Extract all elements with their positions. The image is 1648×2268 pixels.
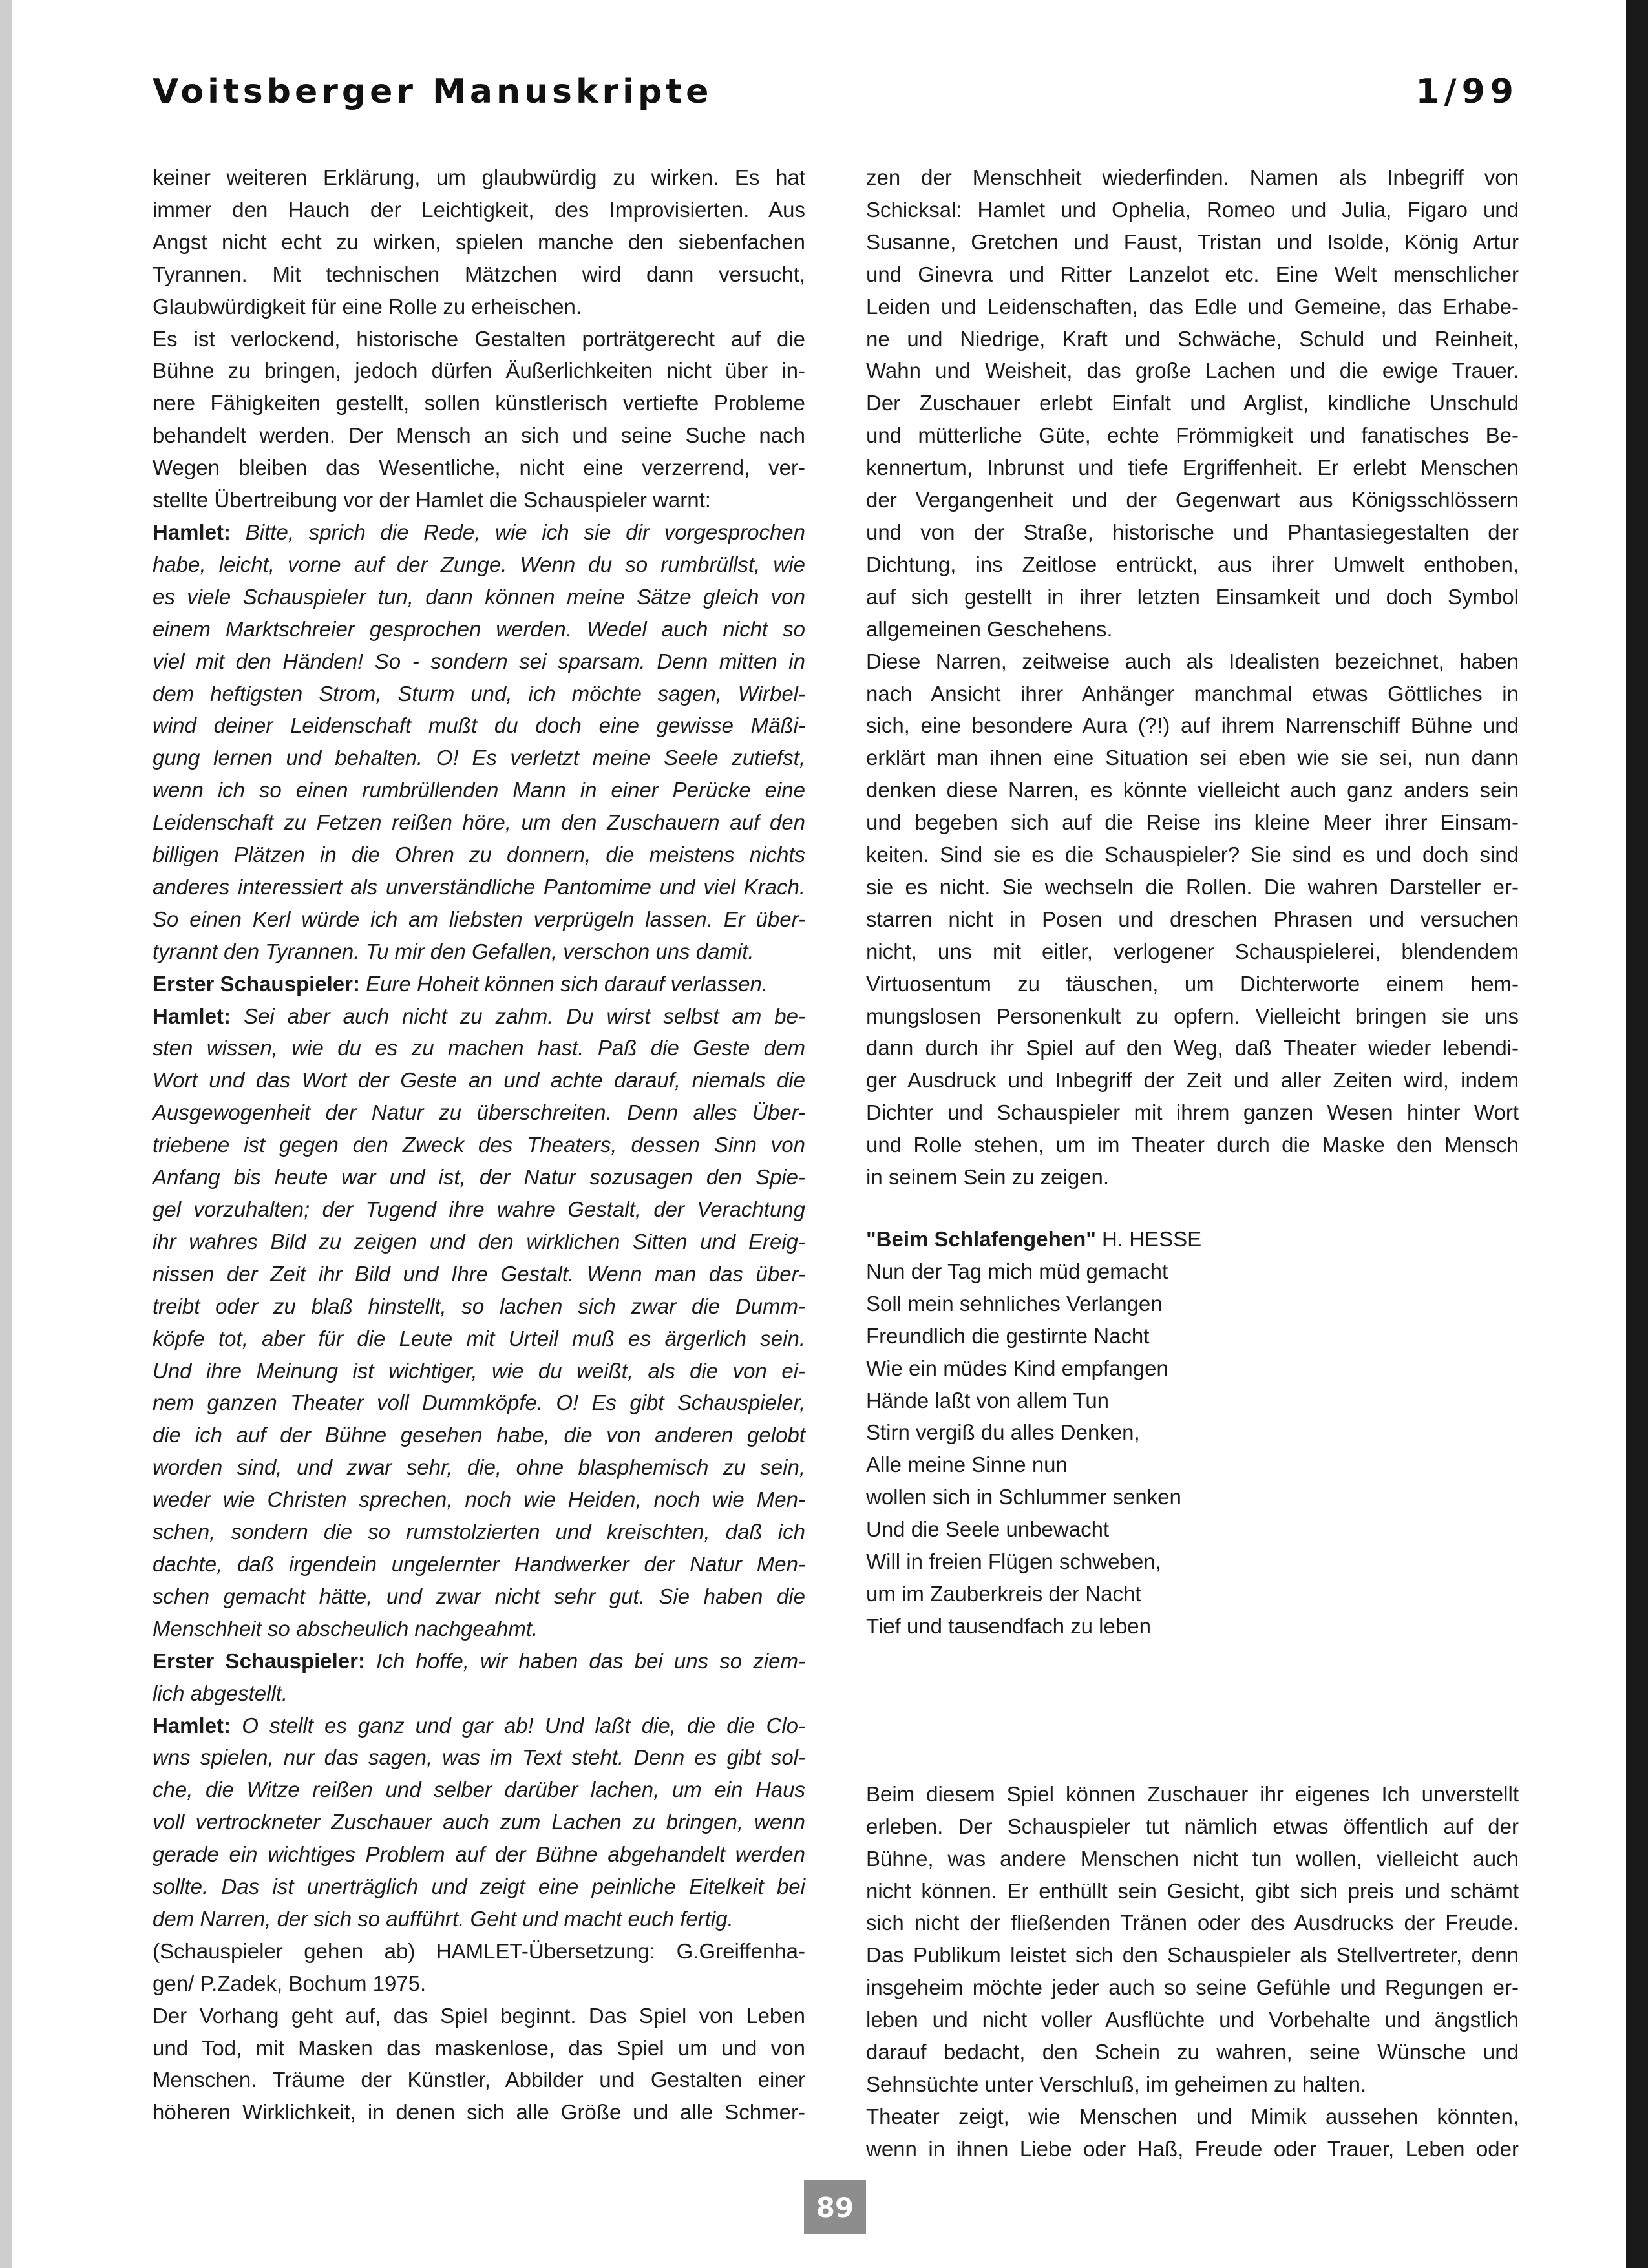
text-run: Eure Hoheit können sich darauf verlassen. xyxy=(359,971,768,996)
text-run: weder wie Christen sprechen, noch wie Heiden, noch wie Men- xyxy=(153,1487,805,1512)
text-line xyxy=(866,1449,1519,1481)
text-line xyxy=(866,1064,1519,1097)
text-line xyxy=(866,291,1519,323)
text-run: die ich auf der Bühne gesehen habe, die von anderen gelobt xyxy=(153,1423,805,1447)
text-run: dem Narren, der sich so aufführt. Geht und macht euch fertig. xyxy=(153,1906,734,1931)
text-run: nere Fähigkeiten gestellt, sollen künstlerisch vertiefte Probleme xyxy=(153,391,805,415)
text-run: höheren Wirklichkeit, in denen sich alle Größe und alle Schmer- xyxy=(153,2100,805,2125)
text-run: Ich hoffe, wir haben das bei uns so ziem- xyxy=(364,1648,805,1673)
text-line xyxy=(153,1097,805,1129)
text-line xyxy=(153,1161,805,1193)
text-line xyxy=(866,1255,1519,1288)
text-run: gen/ P.Zadek, Bochum 1975. xyxy=(153,1971,427,1995)
text-run: Sehnsüchte unter Verschluß, im geheimen zu halten. xyxy=(866,2072,1367,2096)
text-line xyxy=(153,742,805,774)
text-run: nach Ansicht ihrer Anhänger manchmal etwas Göttliches in xyxy=(866,681,1519,706)
text-line xyxy=(866,871,1519,903)
text-run: und Ginevra und Ritter Lanzelot etc. Eine Welt menschlicher xyxy=(866,262,1519,286)
text-run: zen der Menschheit wiederfinden. Namen als Inbegriff von xyxy=(866,165,1519,189)
text-line xyxy=(153,549,805,581)
text-run: Stirn vergiß du alles Denken, xyxy=(866,1420,1140,1445)
text-line xyxy=(153,1968,805,2000)
text-run: So einen Kerl würde ich am liebsten verprügeln lassen. Er über- xyxy=(153,907,805,931)
left-column xyxy=(153,162,805,2128)
text-line xyxy=(153,871,805,903)
text-run: Leidenschaft zu Fetzen reißen höre, um den Zuschauern auf den xyxy=(153,810,805,835)
text-run: dem heftigsten Strom, Sturm und, ich möchte sagen, Wirbel- xyxy=(153,681,805,706)
text-run: behandelt werden. Der Mensch an sich und seine Suche nach xyxy=(153,423,805,448)
text-run: (Schauspieler gehen ab) HAMLET-Übersetzung: G.Greiffenha- xyxy=(153,1938,805,1963)
text-run: und mütterliche Güte, echte Frömmigkeit und fanatisches Be- xyxy=(866,423,1519,448)
page-number: 89 xyxy=(804,2180,866,2234)
text-run: starren nicht in Posen und dreschen Phrasen und versuchen xyxy=(866,907,1519,931)
text-line xyxy=(866,1578,1519,1610)
text-line xyxy=(153,484,805,516)
text-line xyxy=(153,646,805,678)
text-run: Leiden und Leidenschaften, das Edle und Gemeine, das Erhabe- xyxy=(866,294,1519,319)
text-line xyxy=(866,484,1519,516)
text-line xyxy=(866,1161,1519,1193)
text-run: wenn ich so einen rumbrüllenden Mann in einer Perücke eine xyxy=(153,778,805,803)
text-run: Der Zuschauer erlebt Einfalt und Arglist, kindliche Unschuld xyxy=(866,391,1519,415)
text-run: che, die Witze reißen und selber darüber lachen, um ein Haus xyxy=(153,1778,805,1802)
text-run: mungslosen Personenkult zu opfern. Vielleicht bringen sie uns xyxy=(866,1003,1519,1028)
text-run: und begeben sich auf die Reise ins kleine Meer ihrer Einsam- xyxy=(866,810,1519,835)
text-line xyxy=(153,1451,805,1484)
text-run: ger Ausdruck und Inbegriff der Zeit und aller Zeiten wird, indem xyxy=(866,1068,1519,1093)
text-line xyxy=(153,774,805,806)
text-line xyxy=(866,1481,1519,1513)
text-line xyxy=(153,968,805,1000)
text-run: Das Publikum leistet sich den Schauspieler als Stellvertreter, denn xyxy=(866,1943,1519,1968)
text-run: ne und Niedrige, Kraft und Schwäche, Schuld und Reinheit, xyxy=(866,326,1519,351)
text-run: erklärt man ihnen eine Situation sei eben wie sie sei, nun dann xyxy=(866,746,1519,770)
text-run: schen gemacht hätte, und zwar nicht sehr gut. Sie haben die xyxy=(153,1584,805,1608)
text-run: Bühne, was andere Menschen nicht tun wollen, vielleicht auch xyxy=(866,1846,1519,1871)
text-run: nissen der Zeit ihr Bild und Ihre Gestalt. Wenn man das über- xyxy=(153,1261,805,1286)
text-line xyxy=(866,323,1519,355)
right-column xyxy=(866,162,1519,2165)
text-line xyxy=(153,806,805,839)
text-line xyxy=(153,1032,805,1064)
text-line xyxy=(153,355,805,387)
text-run: sie es nicht. Sie wechseln die Rollen. Die wahren Darsteller er- xyxy=(866,874,1519,899)
text-run: Ausgewogenheit der Natur zu überschreiten. Denn alles Über- xyxy=(153,1100,805,1125)
text-line xyxy=(153,581,805,613)
text-line xyxy=(866,2004,1519,2036)
text-run: köpfe tot, aber für die Leute mit Urteil muß es ärgerlich sein. xyxy=(153,1326,805,1350)
text-line xyxy=(153,1710,805,1742)
text-run: Freundlich die gestirnte Nacht xyxy=(866,1323,1150,1348)
text-line xyxy=(866,646,1519,678)
text-run: Menschen. Träume der Künstler, Abbilder und Gestalten einer xyxy=(153,2068,805,2092)
text-run: O stellt es ganz und gar ab! Und laßt die, die die Clo- xyxy=(231,1713,805,1738)
speaker-label: Erster Schauspieler: xyxy=(153,971,360,996)
text-run: triebene ist gegen den Zweck des Theaters, dessen Sinn von xyxy=(153,1133,805,1157)
text-run: stellte Übertreibung vor der Hamlet die Schauspieler warnt: xyxy=(153,488,711,512)
scan-right-edge xyxy=(1626,0,1648,2268)
text-run: in seinem Sein zu zeigen. xyxy=(866,1165,1110,1190)
text-line xyxy=(153,2032,805,2064)
text-line xyxy=(866,1320,1519,1352)
text-run: Hände laßt von allem Tun xyxy=(866,1388,1110,1412)
text-line xyxy=(153,1516,805,1548)
text-run: nicht können. Er enthüllt sein Gesicht, gibt sich preis und schämt xyxy=(866,1878,1519,1903)
paragraph-gap xyxy=(866,1193,1519,1223)
text-run: wind deiner Leidenschaft mußt du doch eine gewisse Mäßi- xyxy=(153,713,805,738)
text-line xyxy=(153,226,805,258)
text-line xyxy=(153,903,805,936)
text-run: Will in freien Flügen schweben, xyxy=(866,1549,1161,1574)
text-line xyxy=(153,162,805,194)
text-line xyxy=(153,1645,805,1677)
text-line xyxy=(153,2064,805,2096)
text-run: und Rolle stehen, um im Theater durch die Maske den Mensch xyxy=(866,1133,1519,1157)
text-run: Angst nicht echt zu wirken, spielen manche den siebenfachen xyxy=(153,229,805,254)
text-run: erleben. Der Schauspieler tut nämlich etwas öffentlich auf der xyxy=(866,1814,1519,1838)
text-run: habe, leicht, vorne auf der Zunge. Wenn du so rumbrüllst, wie xyxy=(153,552,805,576)
text-line xyxy=(866,968,1519,1000)
text-line xyxy=(153,1548,805,1580)
text-run: tyrannt den Tyrannen. Tu mir den Gefallen, verschon uns damit. xyxy=(153,939,754,963)
text-run: einem Marktschreier gesprochen werden. Wedel auch nicht so xyxy=(153,616,805,641)
text-run: es viele Schauspieler tun, dann können meine Sätze gleich von xyxy=(153,584,805,609)
text-run: Diese Narren, zeitweise auch als Idealisten bezeichnet, haben xyxy=(866,649,1519,673)
text-line xyxy=(153,1871,805,1903)
text-line xyxy=(866,2068,1519,2101)
text-run: lich abgestellt. xyxy=(153,1681,288,1705)
text-run: Tief und tausendfach zu leben xyxy=(866,1613,1151,1638)
text-run: denken diese Narren, es könnte vielleicht auch ganz anders sein xyxy=(866,778,1519,803)
text-run: Schicksal: Hamlet und Ophelia, Romeo und Julia, Figaro und xyxy=(866,197,1519,222)
text-run: leben und nicht voller Ausflüchte und Vorbehalte und ängstlich xyxy=(866,2008,1519,2032)
text-line xyxy=(153,1484,805,1516)
text-line xyxy=(866,709,1519,742)
text-run: Wahn und Weisheit, das große Lachen und die ewige Trauer. xyxy=(866,359,1519,383)
text-line xyxy=(153,1419,805,1451)
text-line xyxy=(153,323,805,355)
text-run: wns spielen, nur das sagen, was im Text steht. Denn es gibt sol- xyxy=(153,1745,805,1770)
text-run: Virtuosentum zu täuschen, um Dichterworte einem hem- xyxy=(866,971,1519,996)
text-line xyxy=(866,516,1519,549)
text-run: Wie ein müdes Kind empfangen xyxy=(866,1356,1168,1380)
scan-left-edge xyxy=(0,0,12,2268)
text-run: Alle meine Sinne nun xyxy=(866,1453,1068,1477)
text-line xyxy=(866,1811,1519,1843)
text-line xyxy=(866,1352,1519,1385)
text-line xyxy=(153,194,805,226)
text-line xyxy=(866,387,1519,419)
text-line xyxy=(153,1774,805,1806)
text-line xyxy=(153,936,805,968)
text-run: Dichter und Schauspieler mit ihrem ganzen Wesen hinter Wort xyxy=(866,1100,1519,1125)
text-line xyxy=(153,387,805,419)
text-run: schen, sondern die so rumstolzierten und kreischten, daß ich xyxy=(153,1520,805,1544)
text-run: nicht, uns mit eitler, verlogener Schauspielerei, blendendem xyxy=(866,939,1519,963)
text-run: gung lernen und behalten. O! Es verletzt meine Seele zutiefst, xyxy=(153,746,805,770)
text-run: keiner weiteren Erklärung, um glaubwürdig zu wirken. Es hat xyxy=(153,165,805,189)
text-run: Susanne, Gretchen und Faust, Tristan und Isolde, König Artur xyxy=(866,229,1519,254)
text-run: der Vergangenheit und der Gegenwart aus Königsschlössern xyxy=(866,488,1519,512)
text-line xyxy=(866,1778,1519,1811)
text-run: viel mit den Händen! So - sondern sei sparsam. Denn mitten in xyxy=(153,649,805,673)
text-line xyxy=(153,1677,805,1710)
text-line xyxy=(866,1129,1519,1161)
text-line xyxy=(153,419,805,452)
text-run: um im Zauberkreis der Nacht xyxy=(866,1581,1141,1606)
text-line xyxy=(866,613,1519,646)
text-line xyxy=(153,1000,805,1033)
text-line xyxy=(866,1907,1519,1939)
text-line xyxy=(153,1903,805,1935)
text-run: Wort und das Wort der Geste an und achte darauf, niemals die xyxy=(153,1068,805,1093)
text-line xyxy=(866,2101,1519,2133)
text-line xyxy=(153,1129,805,1161)
text-run: sollte. Das ist unerträglich und zeigt eine peinliche Eitelkeit bei xyxy=(153,1874,805,1899)
text-line xyxy=(153,516,805,549)
text-line xyxy=(866,774,1519,806)
text-line xyxy=(153,839,805,871)
text-run: auf sich gestellt in ihrer letzten Einsamkeit und doch Symbol xyxy=(866,584,1519,609)
text-run: Dichtung, ins Zeitlose entrückt, aus ihrer Umwelt enthoben, xyxy=(866,552,1519,576)
text-run: Soll mein sehnliches Verlangen xyxy=(866,1291,1163,1316)
text-run: darauf bedacht, den Schein zu wahren, seine Wünsche und xyxy=(866,2040,1519,2064)
speaker-label: Hamlet: xyxy=(153,520,231,544)
text-line xyxy=(153,678,805,710)
text-line xyxy=(153,1613,805,1645)
text-line xyxy=(866,549,1519,581)
text-run: Menschheit so abscheulich nachgeahmt. xyxy=(153,1616,538,1641)
text-run: gerade ein wichtiges Problem auf der Bühne abgehandelt werden xyxy=(153,1842,805,1867)
text-line xyxy=(153,2000,805,2032)
journal-title: Voitsberger Manuskripte xyxy=(153,72,713,111)
text-line xyxy=(153,1323,805,1355)
text-line xyxy=(866,1843,1519,1875)
text-line xyxy=(153,1935,805,1968)
text-run: H. HESSE xyxy=(1095,1227,1202,1251)
text-line xyxy=(153,1193,805,1226)
text-run: wenn in ihnen Liebe oder Haß, Freude oder Trauer, Leben oder xyxy=(866,2136,1519,2161)
text-line xyxy=(866,226,1519,258)
text-line xyxy=(866,1000,1519,1033)
text-line xyxy=(153,613,805,646)
text-line xyxy=(866,355,1519,387)
speaker-label: "Beim Schlafengehen" xyxy=(866,1227,1096,1251)
text-line xyxy=(153,291,805,323)
text-run: dann durch ihr Spiel auf den Weg, daß Theater wieder lebendi- xyxy=(866,1036,1519,1060)
text-run: Und die Seele unbewacht xyxy=(866,1517,1110,1542)
text-line xyxy=(866,258,1519,291)
text-line xyxy=(153,2096,805,2128)
text-line xyxy=(866,1385,1519,1417)
text-line xyxy=(866,839,1519,871)
text-run: Tyrannen. Mit technischen Mätzchen wird dann versucht, xyxy=(153,262,805,286)
text-line xyxy=(866,1288,1519,1320)
text-line xyxy=(866,1032,1519,1064)
text-run: nem ganzen Theater voll Dummköpfe. O! Es gibt Schauspieler, xyxy=(153,1391,805,1415)
text-run: treibt oder zu blaß hinstellt, so lachen sich zwar die Dumm- xyxy=(153,1294,805,1318)
text-run: billigen Plätzen in die Ohren zu donnern, die meistens nichts xyxy=(153,843,805,867)
text-run: sich, eine besondere Aura (?!) auf ihrem Narrenschiff Bühne und xyxy=(866,713,1519,738)
text-run: Anfang bis heute war und ist, der Natur sozusagen den Spie- xyxy=(153,1165,805,1190)
text-run: anderes interessiert als unverständliche Pantomime und viel Krach. xyxy=(153,874,805,899)
issue-number: 1/99 xyxy=(1415,72,1519,111)
text-run: Und ihre Meinung ist wichtiger, wie du weißt, als die von ei- xyxy=(153,1358,805,1383)
text-line xyxy=(153,1290,805,1323)
text-line xyxy=(153,258,805,291)
text-line xyxy=(866,806,1519,839)
text-run: Nun der Tag mich müd gemacht xyxy=(866,1259,1168,1283)
text-line xyxy=(866,1610,1519,1643)
text-run: Sei aber auch nicht zu zahm. Du wirst selbst am be- xyxy=(231,1003,805,1028)
text-run: sich nicht der fließenden Tränen oder des Ausdrucks der Freude. xyxy=(866,1911,1519,1935)
text-line xyxy=(153,1387,805,1419)
text-line xyxy=(153,1741,805,1774)
text-line xyxy=(866,1546,1519,1578)
text-line xyxy=(866,1513,1519,1546)
text-line xyxy=(153,1580,805,1613)
text-line xyxy=(153,1806,805,1838)
text-run: Bühne zu bringen, jedoch dürfen Äußerlichkeiten nicht über in- xyxy=(153,359,805,383)
text-line xyxy=(153,1064,805,1097)
text-run: und Tod, mit Masken das maskenlose, das Spiel um und von xyxy=(153,2035,805,2060)
text-run: Theater zeigt, wie Menschen und Mimik aussehen könnten, xyxy=(866,2104,1519,2128)
text-line xyxy=(866,903,1519,936)
text-line xyxy=(866,2133,1519,2165)
text-line xyxy=(866,1875,1519,1907)
text-line xyxy=(866,1939,1519,1971)
text-run: kennertum, Inbrunst und tiefe Ergriffenheit. Er erlebt Menschen xyxy=(866,456,1519,480)
text-line xyxy=(153,1838,805,1871)
text-run: Bitte, sprich die Rede, wie ich sie dir vorgesprochen xyxy=(231,520,805,544)
text-run: dachte, daß irgendein ungelernter Handwerker der Natur Men- xyxy=(153,1551,805,1576)
text-line xyxy=(866,1971,1519,2004)
text-run: wollen sich in Schlummer senken xyxy=(866,1485,1181,1509)
text-line xyxy=(866,742,1519,774)
text-line xyxy=(153,1355,805,1387)
text-run: Wegen bleiben das Wesentliche, nicht eine verzerrend, ver- xyxy=(153,456,805,480)
text-run: worden sind, und zwar sehr, die, ohne blasphemisch zu sein, xyxy=(153,1455,805,1480)
text-run: Es ist verlockend, historische Gestalten porträtgerecht auf die xyxy=(153,326,805,351)
text-line xyxy=(866,162,1519,194)
text-run: Beim diesem Spiel können Zuschauer ihr eigenes Ich unverstellt xyxy=(866,1781,1519,1806)
text-run: insgeheim möchte jeder auch so seine Gefühle und Regungen er- xyxy=(866,1975,1519,2000)
text-line xyxy=(866,194,1519,226)
text-line xyxy=(866,1223,1519,1255)
text-run: sten wissen, wie du es zu machen hast. Paß die Geste dem xyxy=(153,1036,805,1060)
speaker-label: Erster Schauspieler: xyxy=(153,1648,365,1673)
text-line xyxy=(866,419,1519,452)
text-run: und von der Straße, historische und Phantasiegestalten der xyxy=(866,520,1519,544)
text-line xyxy=(153,1226,805,1258)
text-line xyxy=(153,709,805,742)
text-line xyxy=(866,1097,1519,1129)
paragraph-gap xyxy=(866,1643,1519,1778)
text-run: allgemeinen Geschehens. xyxy=(866,616,1113,641)
text-line xyxy=(866,581,1519,613)
text-run: voll vertrockneter Zuschauer auch zum Lachen zu bringen, wenn xyxy=(153,1810,805,1834)
speaker-label: Hamlet: xyxy=(153,1003,231,1028)
text-run: ihr wahres Bild zu zeigen und den wirklichen Sitten und Ereig- xyxy=(153,1229,805,1254)
text-run: keiten. Sind sie es die Schauspieler? Sie sind es und doch sind xyxy=(866,843,1519,867)
text-line xyxy=(866,1416,1519,1449)
text-line xyxy=(866,452,1519,484)
text-line xyxy=(153,1258,805,1290)
text-run: gel vorzuhalten; der Tugend ihre wahre Gestalt, der Verachtung xyxy=(153,1197,805,1221)
text-line xyxy=(866,2036,1519,2068)
text-run: immer den Hauch der Leichtigkeit, des Improvisierten. Aus xyxy=(153,197,805,222)
text-run: Glaubwürdigkeit für eine Rolle zu erheischen. xyxy=(153,294,582,319)
speaker-label: Hamlet: xyxy=(153,1713,231,1738)
text-line xyxy=(153,452,805,484)
text-run: Der Vorhang geht auf, das Spiel beginnt. Das Spiel von Leben xyxy=(153,2003,805,2028)
text-line xyxy=(866,936,1519,968)
text-line xyxy=(866,678,1519,710)
